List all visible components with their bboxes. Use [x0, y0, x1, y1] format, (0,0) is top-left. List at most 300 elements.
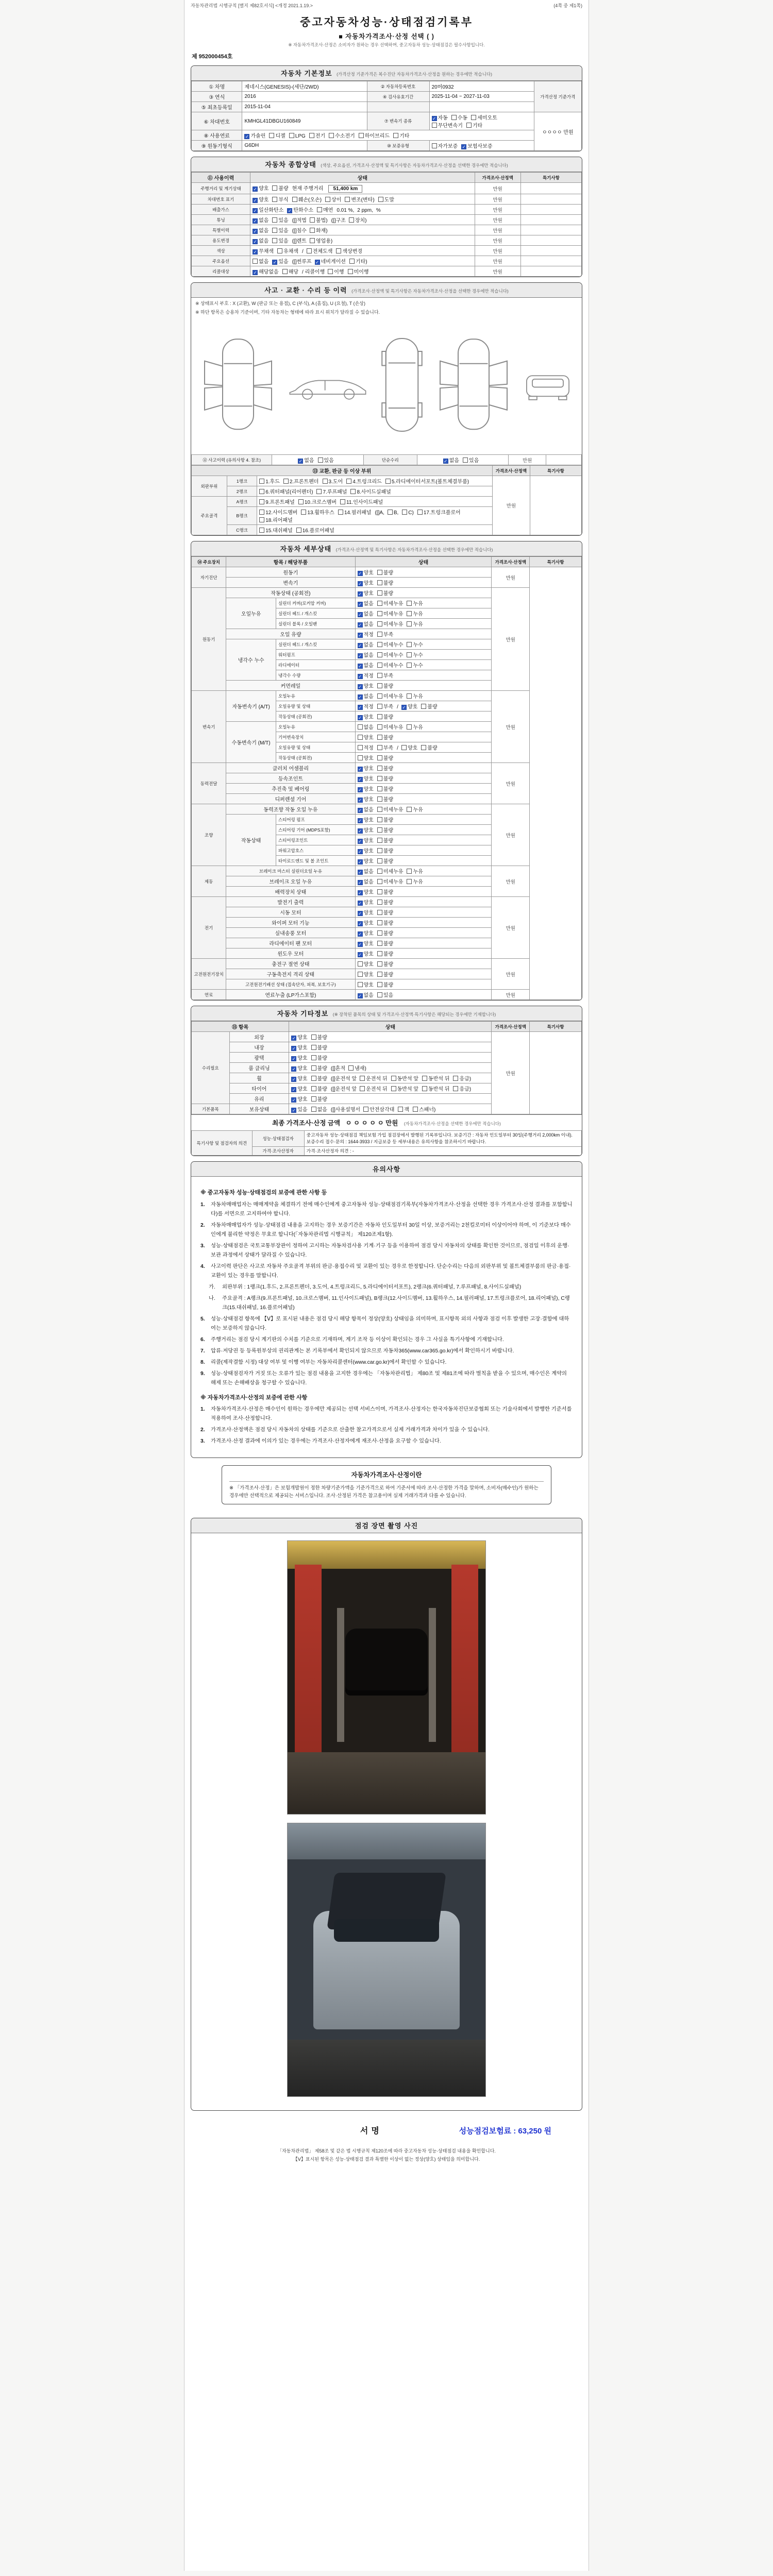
checkbox-없음[interactable] [311, 1107, 316, 1112]
notice-item [200, 1221, 573, 1240]
checked-checkbox-없음[interactable]: ✓ [358, 808, 362, 813]
footer-legal [191, 2147, 582, 2163]
table-cell [272, 455, 363, 465]
checked-checkbox-양호[interactable]: ✓ [358, 581, 362, 586]
checkbox-불량[interactable] [311, 1086, 316, 1091]
checked-checkbox-양호[interactable]: ✓ [253, 198, 257, 203]
checkbox-양호[interactable] [358, 961, 363, 967]
checked-checkbox-적정[interactable]: ✓ [358, 705, 362, 710]
checkbox-label: 양호 [363, 766, 374, 772]
checked-checkbox-없음[interactable]: ✓ [358, 880, 362, 885]
checkbox-label: 16.플로어패널 [302, 528, 334, 534]
checkbox-상이[interactable] [325, 197, 330, 202]
checkbox-기타[interactable] [393, 133, 398, 138]
checkbox-미세누유[interactable] [377, 693, 382, 699]
checked-checkbox-적정[interactable]: ✓ [358, 674, 362, 679]
checkbox-label: 안전삼각대 [369, 1107, 395, 1113]
checkbox-누유[interactable] [407, 601, 412, 606]
section-note: (가격조사·산정액 및 특기사항은 자동차가격조사·산정을 선택한 경우에만 적습니다) [335, 547, 493, 552]
table-cell: 냉각수 누수 [226, 639, 276, 681]
checked-checkbox-양호[interactable]: ✓ [292, 1087, 296, 1092]
checkbox-option [346, 477, 382, 485]
table-cell: 특기사항 [530, 466, 581, 476]
checked-checkbox-양호[interactable]: ✓ [358, 715, 362, 720]
checked-checkbox-있음[interactable]: ✓ [292, 1108, 296, 1113]
checked-checkbox-없음[interactable]: ✓ [358, 643, 362, 648]
checkbox-미세누수[interactable] [377, 652, 382, 657]
checkbox-미세누유[interactable] [377, 807, 382, 812]
checkbox-label: 불량 [427, 704, 438, 710]
checkbox-4.트렁크리드[interactable] [346, 479, 351, 484]
checked-checkbox-양호[interactable]: ✓ [358, 828, 362, 834]
checkbox-없음[interactable] [358, 724, 363, 730]
table-cell: 제네시스(GENESIS)-(세단/2WD) [242, 81, 367, 92]
checkbox-label: 네비게이션 [321, 259, 346, 265]
checked-checkbox-양호[interactable]: ✓ [292, 1046, 296, 1051]
checkbox-option [298, 498, 337, 505]
checked-checkbox-가솔린[interactable]: ✓ [245, 134, 249, 139]
table-cell: 오일유량 및 상태 [276, 701, 356, 711]
checkbox-동반석 앞[interactable] [391, 1076, 396, 1081]
checked-checkbox-보험사보증[interactable]: ✓ [462, 144, 466, 149]
checked-checkbox-양호[interactable]: ✓ [358, 777, 362, 782]
checkbox-누수[interactable] [407, 663, 412, 668]
checkbox-option [307, 247, 333, 255]
table-cell: 상태 [250, 173, 475, 183]
checked-checkbox-양호[interactable]: ✓ [358, 901, 362, 906]
checkbox-label: 동반석 앞 [397, 1076, 419, 1082]
document-number: 제 952000454호 [192, 54, 233, 60]
section-basic-header [191, 66, 582, 81]
table-cell: 브레이크 오일 누유 [226, 876, 355, 887]
checkbox-label: 불량 [383, 890, 394, 895]
checkbox-8.사이드실패널[interactable] [350, 489, 356, 494]
checked-checkbox-자동[interactable]: ✓ [432, 116, 436, 121]
table-row [192, 804, 582, 815]
checked-checkbox-해당없음[interactable]: ✓ [253, 270, 257, 275]
table-cell: 라디에이터 팬 모터 [226, 938, 355, 948]
checkbox-미세누수[interactable] [377, 642, 382, 647]
checkbox-option [377, 743, 393, 751]
table-cell [355, 918, 492, 928]
checkbox-불량[interactable] [377, 920, 382, 925]
table-cell: 실린더 헤드 / 개스킷 [276, 639, 356, 650]
checkbox-label: 있음 [278, 218, 289, 224]
checkbox-양호[interactable] [358, 982, 363, 987]
checked-checkbox-네비게이션[interactable]: ✓ [315, 260, 320, 265]
checkbox-잭[interactable] [398, 1107, 403, 1112]
checkbox-전기[interactable] [309, 133, 314, 138]
checkbox-스패너)[interactable] [413, 1107, 418, 1112]
checked-checkbox-양호[interactable]: ✓ [292, 1077, 296, 1082]
checkbox-불량[interactable] [311, 1065, 316, 1071]
checkbox-14.필러패널[interactable] [338, 510, 343, 515]
checked-checkbox-양호[interactable]: ✓ [358, 911, 362, 916]
checkbox-불량[interactable] [377, 838, 382, 843]
checkbox-option [358, 620, 374, 628]
checkbox-전체도색[interactable] [307, 248, 312, 253]
inline-text: ([]운전석 앞 [330, 1087, 357, 1092]
checked-checkbox-탄화수소[interactable]: ✓ [288, 208, 292, 213]
checked-checkbox-양호[interactable]: ✓ [253, 187, 257, 192]
checked-checkbox-없음[interactable]: ✓ [358, 694, 362, 700]
checkbox-불량[interactable] [377, 951, 382, 956]
checked-checkbox-없음[interactable]: ✓ [253, 239, 257, 244]
checkbox-label: 불량 [383, 591, 394, 597]
checkbox-없음[interactable] [253, 259, 258, 264]
checkbox-미세누유[interactable] [377, 601, 382, 606]
checkbox-불량[interactable] [377, 858, 382, 863]
checked-checkbox-없음[interactable]: ✓ [358, 993, 362, 998]
table-cell: 휠 [229, 1073, 289, 1083]
checkbox-불량[interactable] [311, 1076, 316, 1081]
checked-checkbox-없음[interactable]: ✓ [358, 602, 362, 607]
checkbox-option [360, 1074, 387, 1082]
table-cell: 연료 [192, 990, 226, 1000]
checkbox-동반석 뒤[interactable] [422, 1086, 427, 1091]
checked-checkbox-양호[interactable]: ✓ [358, 952, 362, 957]
checkbox-불량[interactable] [377, 848, 382, 853]
checked-checkbox-양호[interactable]: ✓ [358, 684, 362, 689]
table-cell: C랭크 [227, 525, 257, 535]
checkbox-세미오토[interactable] [471, 115, 476, 120]
table-cell: ⑮ 항목 [192, 1022, 289, 1032]
checkbox-불량[interactable] [377, 961, 382, 967]
checked-checkbox-없음[interactable]: ✓ [358, 612, 362, 617]
table-cell [257, 476, 493, 486]
checked-checkbox-없음[interactable]: ✓ [358, 664, 362, 669]
checkbox-불량[interactable] [377, 910, 382, 915]
checkbox-미세누유[interactable] [377, 621, 382, 626]
table-cell: ① 차명 [192, 81, 242, 92]
checked-checkbox-양호[interactable]: ✓ [292, 1097, 296, 1103]
table-cell: 만원 [492, 1032, 530, 1114]
checkbox-option [377, 589, 393, 597]
checked-checkbox-양호[interactable]: ✓ [358, 859, 362, 865]
table-cell: 외장 [229, 1032, 289, 1042]
checkbox-있음[interactable] [272, 228, 277, 233]
checkbox-누수[interactable] [407, 642, 412, 647]
checkbox-불량[interactable] [377, 786, 382, 791]
checkbox-동반석 뒤[interactable] [422, 1076, 427, 1081]
checkbox-label: 전기 [315, 133, 326, 139]
checkbox-부식[interactable] [272, 197, 277, 202]
checkbox-3.도어[interactable] [323, 479, 328, 484]
checked-checkbox-없음[interactable]: ✓ [358, 653, 362, 658]
checkbox-option [377, 599, 404, 607]
checked-checkbox-양호[interactable]: ✓ [358, 839, 362, 844]
checkbox-양호[interactable] [358, 735, 363, 740]
checkbox-영업용)[interactable] [310, 238, 315, 243]
checkbox-option [358, 568, 374, 576]
checkbox-운전석 뒤[interactable] [360, 1076, 365, 1081]
checkbox-label: 불량 [427, 745, 438, 751]
checkbox-불량[interactable] [377, 889, 382, 894]
checked-checkbox-양호[interactable]: ✓ [358, 767, 362, 772]
section-accident-history [191, 282, 582, 536]
checkbox-불량[interactable] [377, 755, 382, 760]
checkbox-불량[interactable] [377, 941, 382, 946]
checked-checkbox-양호[interactable]: ✓ [292, 1056, 296, 1061]
checkbox-17.트렁크플로어[interactable] [417, 510, 423, 515]
section-etc-info [191, 1006, 582, 1156]
checkbox-불량[interactable] [311, 1045, 316, 1050]
checkbox-option [291, 1064, 307, 1072]
checkbox-option [329, 131, 355, 139]
checkbox-부족[interactable] [377, 704, 382, 709]
checkbox-양호[interactable] [401, 745, 407, 750]
checked-checkbox-양호[interactable]: ✓ [358, 890, 362, 895]
checkbox-불량[interactable] [377, 766, 382, 771]
checkbox-부족[interactable] [377, 632, 382, 637]
checkbox-미세누유[interactable] [377, 724, 382, 730]
checkbox-변조(변타)[interactable] [345, 197, 350, 202]
checked-checkbox-없음[interactable]: ✓ [358, 622, 362, 628]
checkbox-label: 5.라디에이터서포트(볼트체결부품) [391, 479, 469, 485]
checkbox-수소전기[interactable] [329, 133, 334, 138]
table-row [192, 866, 582, 876]
checkbox-불량[interactable] [377, 796, 382, 802]
checked-checkbox-양호[interactable]: ✓ [358, 849, 362, 854]
table-cell: 내장 [229, 1042, 289, 1053]
checkbox-불량[interactable] [377, 972, 382, 977]
checkbox-option [358, 846, 374, 854]
checkbox-불량[interactable] [311, 1035, 316, 1040]
checkbox-불량[interactable] [377, 982, 382, 987]
notice-item [200, 1405, 573, 1423]
checkbox-label: 7.루프패널 [323, 489, 347, 495]
checkbox-무단변속기[interactable] [432, 123, 437, 128]
checkbox-있음[interactable] [272, 217, 277, 223]
table-cell [289, 1063, 492, 1073]
checked-checkbox-양호[interactable]: ✓ [358, 931, 362, 937]
checked-checkbox-양호[interactable]: ✓ [358, 942, 362, 947]
checkbox-option [391, 1074, 418, 1082]
checkbox-16.플로어패널[interactable] [296, 528, 301, 533]
checkbox-적정[interactable] [358, 745, 363, 750]
checked-checkbox-양호[interactable]: ✓ [292, 1066, 296, 1072]
checkbox-LPG[interactable] [289, 133, 294, 138]
notice-item-text: 사고이력 판단은 사고로 자동차 주요골격 부위의 판금·용접수리 및 교환이 있는 경우로 한정합니다. 단순수리는 다음의 외판부위 및 볼트체결부품의 판금·용접·교환이 있는 경우를 말합니다. [211, 1263, 571, 1279]
checkbox-기타[interactable] [466, 123, 472, 128]
table-cell: 수동변속기 (M/T) [226, 722, 276, 763]
checkbox-불량[interactable] [421, 704, 426, 709]
checkbox-1.후드[interactable] [259, 479, 264, 484]
checkbox-불량[interactable] [377, 590, 382, 596]
checkbox-매연[interactable] [317, 207, 322, 212]
checkbox-label: 누유 [413, 694, 423, 700]
checkbox-불량[interactable] [377, 776, 382, 781]
checkbox-option [272, 257, 288, 265]
checkbox-9.프론트패널[interactable] [259, 499, 264, 504]
checkbox-2.프론트펜더[interactable] [283, 479, 289, 484]
checkbox-10.크로스멤버[interactable] [298, 499, 304, 504]
checked-checkbox-무채색[interactable]: ✓ [253, 249, 257, 255]
checkbox-장치)[interactable] [349, 217, 354, 223]
notice-item [200, 1335, 573, 1345]
checkbox-label: 1.후드 [265, 479, 280, 485]
checkbox-불량[interactable] [377, 683, 382, 688]
checkbox-C)[interactable] [402, 510, 407, 515]
checkbox-15.대쉬패널[interactable] [259, 528, 264, 533]
checkbox-불량[interactable] [311, 1055, 316, 1060]
checkbox-도말[interactable] [378, 197, 383, 202]
checkbox-누유[interactable] [407, 724, 412, 730]
signature-area[interactable]: 서명 [360, 2127, 382, 2136]
checkbox-B,[interactable] [388, 510, 393, 515]
checkbox-화재)[interactable] [310, 228, 315, 233]
checkbox-있음[interactable] [377, 992, 382, 997]
checkbox-5.라디에이터서포트(볼트체결부품)[interactable] [385, 479, 391, 484]
checked-checkbox-양호[interactable]: ✓ [292, 1036, 296, 1041]
checked-checkbox-양호[interactable]: ✓ [358, 921, 362, 926]
checkbox-훼손(오손)[interactable] [292, 197, 297, 202]
checkbox-디젤[interactable] [269, 133, 274, 138]
checkbox-불량[interactable] [377, 580, 382, 585]
checkbox-18.리어패널[interactable] [259, 517, 264, 522]
garage-floor [288, 2040, 485, 2096]
table-cell [289, 1073, 492, 1083]
checkbox-label: 있음 [278, 239, 289, 244]
checkbox-불량[interactable] [377, 827, 382, 833]
checked-checkbox-양호[interactable]: ✓ [358, 787, 362, 792]
checked-checkbox-양호[interactable]: ✓ [402, 705, 406, 710]
checkbox-option [311, 1054, 327, 1061]
checkbox-label: 영업용) [315, 239, 333, 244]
checkbox-option [377, 579, 393, 586]
checkbox-불량[interactable] [377, 570, 382, 575]
checked-checkbox-양호[interactable]: ✓ [358, 571, 362, 576]
checked-checkbox-없음[interactable]: ✓ [444, 459, 448, 464]
checkbox-option [311, 1043, 327, 1051]
checked-checkbox-적정[interactable]: ✓ [358, 633, 362, 638]
checkbox-option [349, 257, 367, 265]
checkbox-누유[interactable] [407, 621, 412, 626]
table-cell: 가격·조사산정자 의견 : - [304, 1146, 581, 1156]
checkbox-부족[interactable] [377, 673, 382, 678]
checkbox-미세누수[interactable] [377, 663, 382, 668]
checkbox-option [407, 651, 423, 658]
checkbox-응급)[interactable] [453, 1086, 458, 1091]
checkbox-누수[interactable] [407, 652, 412, 657]
checkbox-자가보증[interactable] [432, 143, 437, 148]
checkbox-12.사이드멤버[interactable] [259, 510, 264, 515]
table-row [192, 130, 582, 141]
checkbox-7.루프패널[interactable] [316, 489, 322, 494]
checkbox-이행[interactable] [328, 269, 333, 274]
checked-checkbox-양호[interactable]: ✓ [358, 798, 362, 803]
checkbox-option [358, 713, 374, 720]
checkbox-부족[interactable] [377, 745, 382, 750]
checkbox-미세누유[interactable] [377, 611, 382, 616]
checkbox-미이행[interactable] [348, 269, 353, 274]
checkbox-미세누유[interactable] [377, 869, 382, 874]
table-cell: ③ 연식 [192, 92, 242, 102]
checkbox-11.인사이드패널[interactable] [340, 499, 345, 504]
checkbox-option [432, 113, 448, 121]
checkbox-label: 10.크로스멤버 [304, 500, 337, 505]
checked-checkbox-일산화탄소[interactable]: ✓ [253, 208, 257, 213]
checkbox-13.휠하우스[interactable] [301, 510, 306, 515]
checkbox-있음[interactable] [463, 457, 468, 463]
checkbox-있음[interactable] [318, 457, 323, 463]
checkbox-불량[interactable] [421, 745, 426, 750]
checkbox-미세누유[interactable] [377, 879, 382, 884]
checkbox-기타)[interactable] [349, 259, 355, 264]
table-cell: 만원 [492, 866, 530, 897]
checkbox-불량[interactable] [377, 735, 382, 740]
checkbox-누유[interactable] [407, 611, 412, 616]
checkbox-하이브리드[interactable] [359, 133, 364, 138]
checkbox-수동[interactable] [451, 115, 457, 120]
checkbox-유채색[interactable] [277, 248, 282, 253]
accident-history-table [191, 454, 582, 465]
checkbox-색상변경[interactable] [336, 248, 341, 253]
checkbox-option [358, 826, 374, 834]
checkbox-불량[interactable] [377, 930, 382, 936]
checkbox-option [358, 836, 374, 844]
checkbox-누유[interactable] [407, 693, 412, 699]
checkbox-해당[interactable] [282, 269, 288, 274]
checkbox-양호[interactable] [358, 755, 363, 760]
checkbox-6.쿼터패널(리어펜더)[interactable] [259, 489, 264, 494]
checkbox-label: 불량 [317, 1076, 327, 1082]
checkbox-option [336, 247, 362, 255]
checkbox-있음[interactable] [272, 238, 277, 243]
checkbox-불량[interactable] [377, 900, 382, 905]
checkbox-누유[interactable] [407, 879, 412, 884]
checkbox-누유[interactable] [407, 807, 412, 812]
checkbox-불량[interactable] [272, 185, 277, 191]
table-cell [250, 246, 475, 256]
checked-checkbox-없음[interactable]: ✓ [358, 870, 362, 875]
checkbox-응급)[interactable] [453, 1076, 458, 1081]
checkbox-label: 미세누유 [383, 879, 404, 885]
checkbox-option [453, 1084, 471, 1092]
checkbox-label: 9.프론트패널 [265, 500, 295, 505]
checkbox-운전석 뒤[interactable] [360, 1086, 365, 1091]
table-cell [242, 130, 534, 141]
checkbox-option [363, 1105, 394, 1113]
checkbox-불량[interactable] [377, 817, 382, 822]
checked-checkbox-없음[interactable]: ✓ [253, 218, 257, 224]
windshield [334, 1919, 439, 1942]
checked-checkbox-양호[interactable]: ✓ [358, 818, 362, 823]
checkbox-불량[interactable] [377, 714, 382, 719]
checkbox-label: 양호 [297, 1045, 308, 1051]
checkbox-option [377, 816, 393, 823]
checkbox-양호[interactable] [358, 972, 363, 977]
checkbox-불량[interactable] [311, 1096, 316, 1101]
table-cell [250, 183, 475, 194]
checkbox-label: 양호 [363, 581, 374, 586]
checked-checkbox-없음[interactable]: ✓ [253, 229, 257, 234]
checkbox-label: 양호 [297, 1056, 308, 1061]
checkbox-냄새)[interactable] [348, 1065, 354, 1071]
checkbox-안전삼각대[interactable] [363, 1107, 368, 1112]
section-title: 유의사항 [372, 1165, 401, 1174]
checkbox-동반석 앞[interactable] [391, 1086, 396, 1091]
checked-checkbox-있음[interactable]: ✓ [273, 260, 277, 265]
table-cell [429, 102, 534, 112]
checkbox-불법)[interactable] [310, 217, 315, 223]
checkbox-누유[interactable] [407, 869, 412, 874]
checkbox-option [358, 743, 374, 751]
checked-checkbox-양호[interactable]: ✓ [358, 591, 362, 597]
checkbox-option [358, 795, 374, 803]
checkbox-option [377, 640, 404, 648]
checked-checkbox-없음[interactable]: ✓ [298, 459, 303, 464]
